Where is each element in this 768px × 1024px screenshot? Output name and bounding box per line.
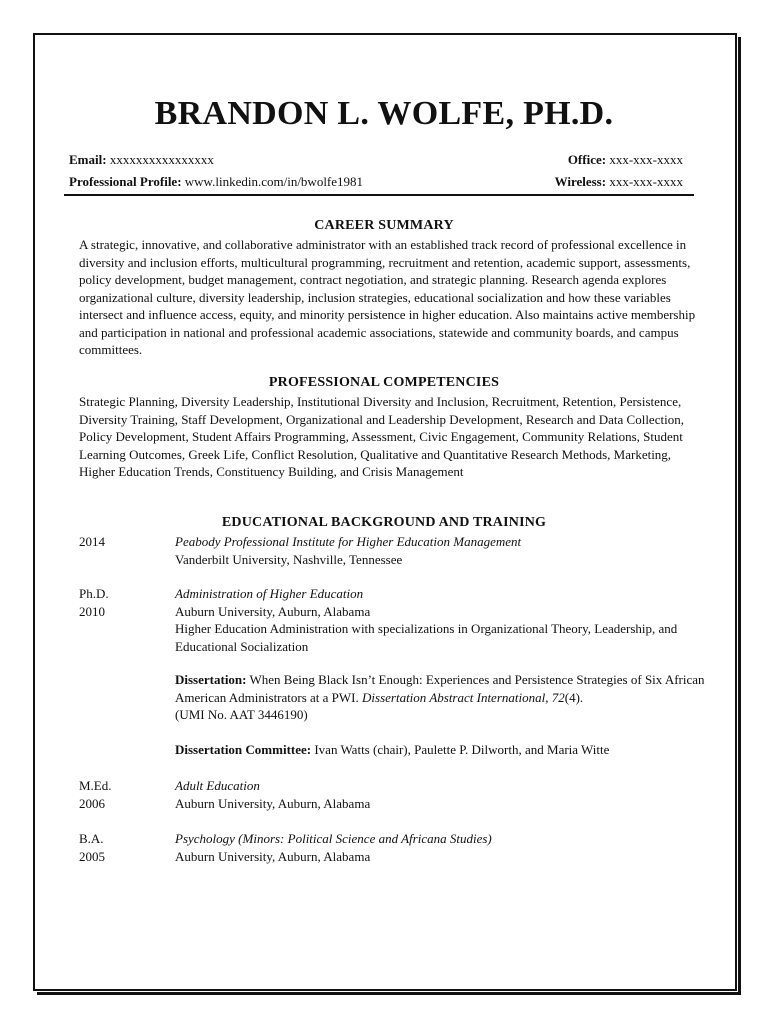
edu-detail: Higher Education Administration with specializations in Organizational Theory, Leadership, and Educational Socialization	[175, 621, 678, 654]
edu-year: 2006	[79, 795, 105, 811]
resume-name: BRANDON L. WOLFE, PH.D.	[154, 95, 614, 132]
edu-school: Vanderbilt University, Nashville, Tennessee	[175, 551, 403, 567]
committee-text: Ivan Watts (chair), Paulette P. Dilworth, and Maria Witte	[314, 742, 610, 757]
dissertation-text: When Being Black Isn’t Enough: Experiences and Persistence Strategies of Six African American Administrators at a PWI.	[175, 672, 705, 705]
office-label: Office:	[567, 152, 607, 167]
committee-label: Dissertation Committee:	[175, 742, 312, 757]
edu-entry-peabody	[175, 533, 715, 568]
competencies-text: Strategic Planning, Diversity Leadership, Institutional Diversity and Inclusion, Recruitment, Retention, Persistence, Diversity Training, Staff Development, Organizational and Leadership Development, Research and Data Collection, Policy Development, Student Affairs Programming, Assessment, Civic Engagement, Community Relations, Student Learning Outcomes, Greek Life, Conflict Resolution, Qualitative and Quantitative Research Methods, Marketing, Higher Education Trends, Constituency Building, and Crisis Management	[79, 394, 684, 479]
email-value: xxxxxxxxxxxxxxxx	[109, 152, 214, 167]
wireless-value: xxx-xxx-xxxx	[609, 174, 683, 189]
edu-program: Psychology (Minors: Political Science and Africana Studies)	[175, 831, 492, 846]
edu-degree-label	[79, 830, 105, 865]
office-line	[568, 152, 683, 168]
dissertation-issue: (4).	[564, 689, 584, 705]
career-summary-text: A strategic, innovative, and collaborative administrator with an established track record of professional excellence in diversity and inclusion efforts, multicultural programming, recruitment and retention, academic support, assessments, policy development, budget management, contract negotiation, and strategic planning. Research agenda explores organizational culture, diversity leadership, inclusion strategies, educational socialization and how these variables intersect and influence access, equity, and minority persistence in higher education. Also maintains active membership and participation in national and professional academic associations, statewide and community boards, and campus committees.	[79, 237, 696, 357]
edu-entry-ba	[175, 830, 715, 865]
header-divider	[64, 194, 694, 196]
edu-school: Auburn University, Auburn, Alabama	[175, 848, 371, 864]
dissertation-label: Dissertation:	[175, 672, 247, 687]
edu-year: 2014	[79, 534, 105, 549]
dissertation-umi: (UMI No. AAT 3446190)	[175, 707, 308, 722]
office-value: xxx-xxx-xxxx	[609, 152, 683, 167]
profile-link[interactable]: www.linkedin.com/in/bwolfe1981	[184, 174, 364, 189]
edu-school: Auburn University, Auburn, Alabama	[175, 795, 371, 811]
edu-degree: B.A.	[79, 831, 104, 846]
committee-block	[175, 741, 715, 759]
edu-entry-med	[175, 777, 715, 812]
edu-year: 2010	[79, 603, 105, 619]
profile-line	[69, 174, 363, 190]
edu-degree: M.Ed.	[79, 778, 112, 793]
edu-entry-phd	[175, 585, 715, 655]
edu-program: Adult Education	[175, 778, 260, 793]
career-summary-heading: CAREER SUMMARY	[314, 218, 454, 233]
contact-row-2	[69, 174, 683, 190]
edu-degree: Ph.D.	[79, 586, 109, 601]
dissertation-block	[175, 671, 705, 724]
email-label: Email:	[69, 152, 107, 167]
edu-program: Peabody Professional Institute for Higher Education Management	[175, 534, 522, 549]
edu-school: Auburn University, Auburn, Alabama	[175, 603, 371, 619]
edu-degree-label	[79, 585, 109, 620]
wireless-label: Wireless:	[554, 174, 607, 189]
education-heading: EDUCATIONAL BACKGROUND AND TRAINING	[221, 515, 547, 530]
dissertation-journal: Dissertation Abstract International, 72	[362, 689, 565, 705]
email-line	[69, 152, 214, 168]
profile-label: Professional Profile:	[69, 174, 182, 189]
competencies-heading: PROFESSIONAL COMPETENCIES	[268, 375, 500, 390]
edu-year: 2005	[79, 848, 105, 864]
wireless-line	[555, 174, 683, 190]
edu-degree-label	[79, 777, 112, 812]
edu-program: Administration of Higher Education	[175, 586, 364, 601]
contact-row-1	[69, 152, 683, 168]
